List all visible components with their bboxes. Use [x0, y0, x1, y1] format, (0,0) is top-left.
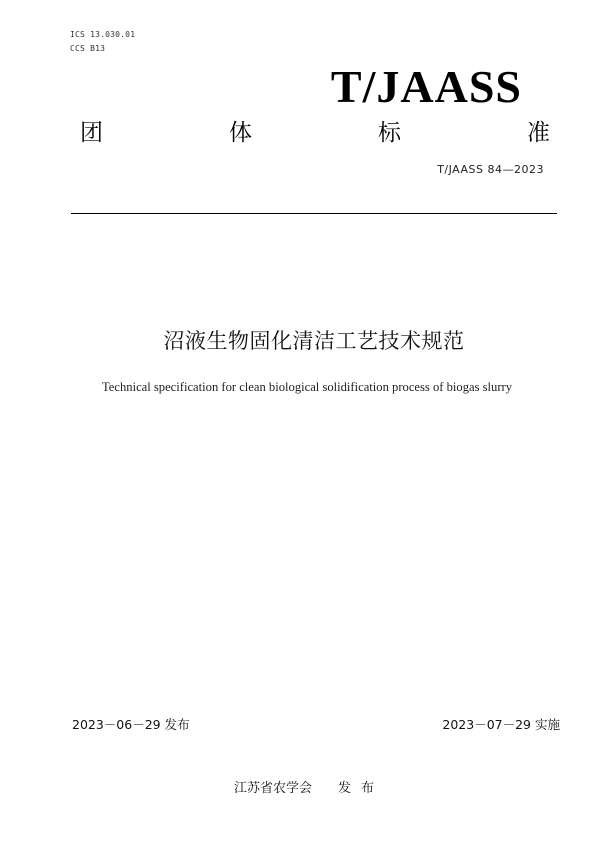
- ics-code: ICS 13.030.01: [70, 30, 136, 39]
- publish-action: 发布: [338, 781, 385, 796]
- document-title-chinese: 沼液生物固化清洁工艺技术规范: [163, 329, 465, 353]
- standard-category: [80, 118, 550, 148]
- header-divider: [71, 213, 557, 214]
- category-char: 体: [229, 120, 252, 146]
- category-char: 标: [378, 120, 401, 146]
- issue-date: 2023－06－29 发布: [72, 717, 190, 732]
- implementation-date: 2023－07－29 实施: [442, 717, 560, 732]
- category-char: 准: [527, 120, 550, 146]
- ccs-code: CCS B13: [70, 44, 106, 53]
- publisher-line: [0, 777, 600, 796]
- category-char: 团: [80, 120, 103, 146]
- document-title-english: Technical specification for clean biological solidification process of biogas slurry: [101, 380, 513, 394]
- standard-brand-code: T/JAASS: [330, 61, 522, 112]
- standard-number: T/JAASS 84—2023: [437, 163, 544, 176]
- publisher-name: 江苏省农学会: [233, 781, 312, 796]
